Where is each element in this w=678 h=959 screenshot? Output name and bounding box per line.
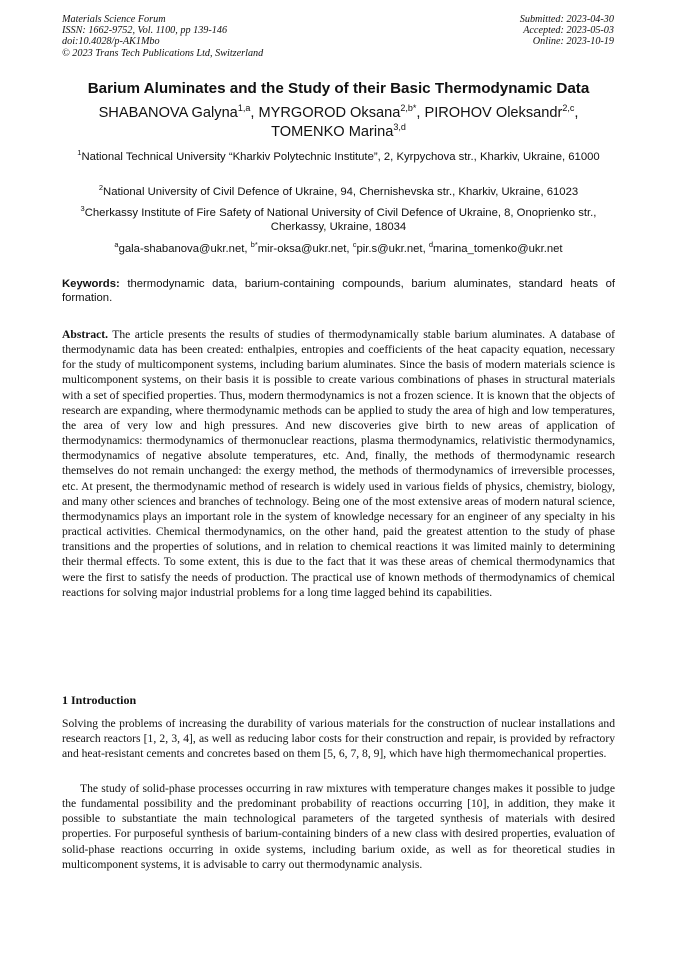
author-sup: 3,d (393, 122, 406, 133)
affiliation-text: National University of Civil Defence of Ukraine, 94, Chernishevska str., Kharkiv, Ukraine, 61023 (103, 186, 579, 198)
email-sup: c (352, 240, 357, 250)
intro-paragraph-1: Solving the problems of increasing the durability of various materials for the construction of nuclear installations and research reactors [1, 2, 3, 4], as well as reducing labor costs for their construction and repair, is provided by refractory and heat-resistant cements and concretes based on them [5, 6, 7, 8, 9], which have high thermomechanical properties. (62, 717, 615, 761)
author-sep: , (250, 105, 259, 121)
journal-info (62, 14, 263, 59)
affiliation-2 (62, 185, 615, 199)
journal-name: Materials Science Forum (62, 14, 166, 25)
abstract (62, 327, 615, 600)
publication-dates (520, 14, 614, 48)
keywords (62, 277, 615, 306)
submitted-date: Submitted: 2023-04-30 (519, 14, 614, 25)
affiliation-text: Cherkassy Institute of Fire Safety of National University of Civil Defence of Ukraine, 8, Onoprienko str., Cherkassy, Ukraine, 18034 (84, 207, 597, 234)
email-link[interactable]: pir.s@ukr.net, (356, 243, 429, 255)
abstract-label: Abstract. (62, 328, 109, 341)
author-name: PIROHOV Oleksandr (424, 105, 563, 121)
accepted-date: Accepted: 2023-05-03 (523, 25, 614, 37)
affiliation-sup: 2 (98, 183, 104, 193)
email-link[interactable]: gala-shabanova@ukr.net, (118, 243, 251, 255)
email-sup: a (114, 240, 119, 250)
paper-title: Barium Aluminates and the Study of their Basic Thermodynamic Data (87, 80, 590, 97)
email-link[interactable]: marina_tomenko@ukr.net (433, 243, 563, 255)
author-name: MYRGOROD Oksana (258, 105, 401, 121)
online-date: Online: 2023-10-19 (532, 36, 614, 48)
author-sup: 1,a (237, 103, 251, 114)
email-sup: b* (250, 240, 258, 250)
abstract-text: The article presents the results of studies of thermodynamically stable barium aluminates. A database of thermodynamic data has been created: enthalpies, entropies and coefficients of the heat capacity equation, necessary for the study of multicomponent systems, including barium aluminates. Since the basis of modern materials science is multicomponent systems, on their basis it is possible to create various combinations of phases in structural materials with a set of specified properties. Thus, modern thermodynamics is not a frozen science. It is known that the objects of research are expanding, where thermodynamic methods can be applied to study the area of high and low temperatures, the area of very low and high pressures. And new discoveries give birth to new areas of application of thermodynamics: thermodynamics of thermonuclear reactions, plasma thermodynamics, relativistic thermodynamics, thermodynamics of negative absolute temperatures, etc. And, finally, the methods of thermodynamic research themselves do not remain unchanged: the exergy method, the methods of thermodynamics of irreversible processes, etc. At present, the thermodynamic method of research is widely used in various fields of physics, chemistry, biology, and many other sciences and branches of technology. Being one of the most extensive areas of modern natural science, thermodynamics plays an important role in the system of knowledge necessary for an engineer of any specialty in his practical activities. Chemical thermodynamics, on the other hand, paid the greatest attention to the study of phase transitions and the properties of solutions, and in relation to chemical reactions it was limited mainly to determining their thermal effects. To some extent, this is due to the fact that it was these areas of chemical thermodynamics that were the first to satisfy the needs of production. The practical use of known methods of thermodynamics of chemical reactions for solving major industrial problems for a long time lagged behind its capabilities. (62, 328, 615, 599)
email-link[interactable]: mir-oksa@ukr.net, (257, 243, 353, 255)
keywords-text: thermodynamic data, barium-containing compounds, barium aluminates, standard heats of formation. (62, 278, 615, 305)
affiliation-3 (62, 206, 615, 235)
author-sep: , (574, 105, 579, 121)
journal-copyright: © 2023 Trans Tech Publications Ltd, Switzerland (62, 47, 264, 59)
affiliation-text: National Technical University “Kharkiv Polytechnic Institute”, 2, Kyrpychova str., Kharkiv, Ukraine, 61000 (81, 151, 600, 163)
author-sep: , (416, 105, 425, 121)
author-sup: 2,c (562, 103, 575, 114)
journal-issn: ISSN: 1662-9752, Vol. 1100, pp 139-146 (62, 25, 228, 37)
affiliation-sup: 3 (80, 204, 85, 214)
author-name: SHABANOVA Galyna (98, 105, 238, 121)
intro-paragraph-2: The study of solid-phase processes occurring in raw mixtures with temperature changes makes it possible to judge the fundamental possibility and the predominant probability of reactions occurring [10], in addition, they make it possible to substantiate the main technological parameters of the targeted synthesis of materials with desired properties. For purposeful synthesis of barium-containing binders of a new class with desired properties, evaluation of solid-phase reactions occurring in oxide systems, including barium oxide, as well as for theoretical studies in multicomponent systems, it is advisable to carry out thermodynamic analysis. (62, 782, 615, 871)
author-name: TOMENKO Marina (271, 124, 394, 140)
section-heading-introduction: 1 Introduction (62, 693, 137, 707)
author-sup: 2,b* (400, 103, 417, 114)
email-sup: d (428, 240, 434, 250)
keywords-label: Keywords: (62, 278, 120, 290)
affiliation-sup: 1 (77, 148, 82, 158)
author-emails (62, 242, 615, 256)
author-list (62, 104, 615, 142)
affiliation-1 (62, 150, 615, 164)
journal-doi: doi:10.4028/p-AK1Mbo (62, 36, 160, 48)
